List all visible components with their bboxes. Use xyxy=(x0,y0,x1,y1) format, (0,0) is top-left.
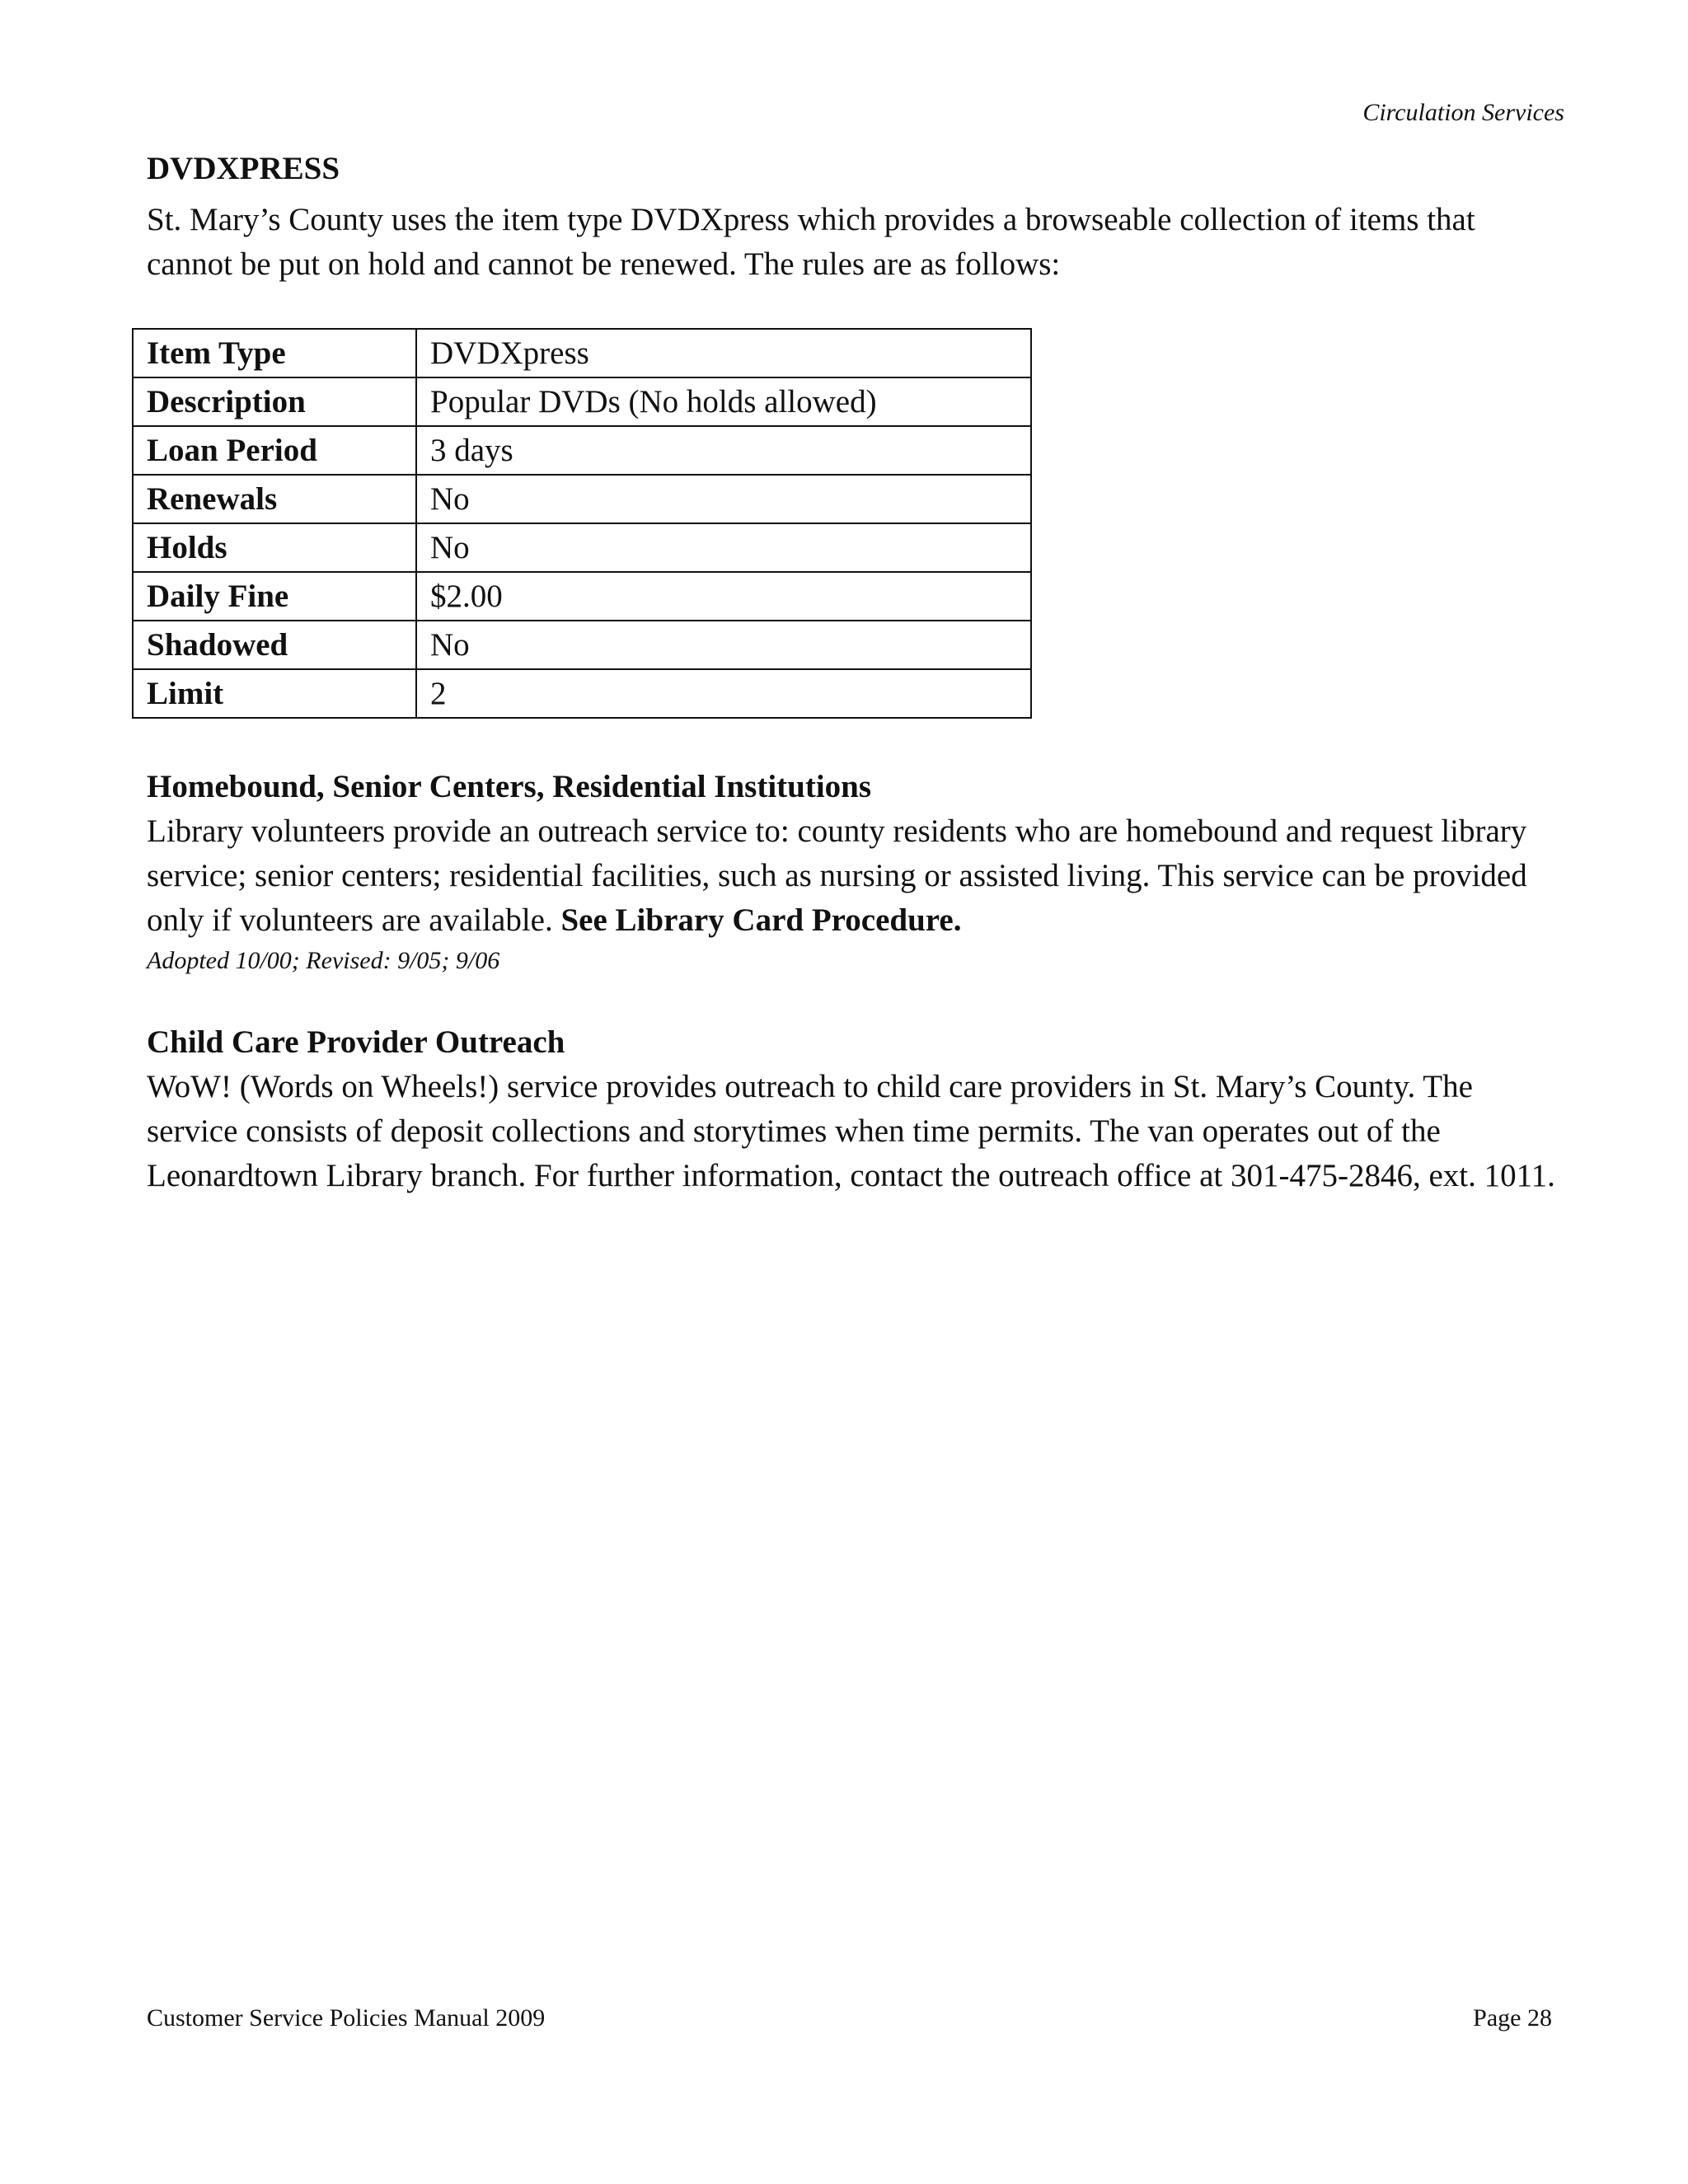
childcare-body: WoW! (Words on Wheels!) service provides outreach to child care providers in St. Mary’s County. The service consists of deposit collections and storytimes when time permits. The van operates out of the Leonardtown Library branch. For further information, contact the outreach office at 301-475-2846, ext. 1011. xyxy=(147,1069,1555,1193)
homebound-section xyxy=(147,765,1564,979)
rule-value: Popular DVDs (No holds allowed) xyxy=(416,377,1031,426)
childcare-heading: Child Care Provider Outreach xyxy=(147,1024,565,1060)
table-row xyxy=(133,669,1031,718)
rule-value: $2.00 xyxy=(416,572,1031,621)
running-header: Circulation Services xyxy=(1362,99,1564,126)
table-row xyxy=(133,329,1031,377)
rule-key: Holds xyxy=(133,523,416,572)
page-content xyxy=(147,147,1564,1198)
rule-value: No xyxy=(416,475,1031,523)
rule-key: Daily Fine xyxy=(133,572,416,621)
rule-key: Loan Period xyxy=(133,426,416,475)
dvdxpress-heading: DVDXPRESS xyxy=(147,151,340,186)
homebound-body xyxy=(147,809,1564,943)
homebound-body-text: Library volunteers provide an outreach service to: county residents who are homebound and request library service; senior centers; residential facilities, such as nursing or assisted living. This service can be provided only if volunteers are available. xyxy=(147,813,1527,938)
rule-value: No xyxy=(416,523,1031,572)
table-row xyxy=(133,377,1031,426)
rule-key: Limit xyxy=(133,669,416,718)
table-row xyxy=(133,572,1031,621)
table-row xyxy=(133,475,1031,523)
adoption-note: Adopted 10/00; Revised: 9/05; 9/06 xyxy=(147,947,500,974)
footer-page-number: Page 28 xyxy=(1473,2004,1552,2032)
dvdxpress-intro: St. Mary’s County uses the item type DVDXpress which provides a browseable collection of items that cannot be put on hold and cannot be renewed. The rules are as follows: xyxy=(147,202,1475,282)
childcare-section xyxy=(147,1020,1564,1198)
footer-manual-title: Customer Service Policies Manual 2009 xyxy=(147,2004,546,2032)
rule-value: 2 xyxy=(416,669,1031,718)
rule-value: No xyxy=(416,621,1031,669)
table-row xyxy=(133,426,1031,475)
table-row xyxy=(133,621,1031,669)
rule-key: Renewals xyxy=(133,475,416,523)
dvdxpress-rules-table xyxy=(132,328,1032,719)
rule-key: Shadowed xyxy=(133,621,416,669)
table-row xyxy=(133,523,1031,572)
library-card-procedure-reference: See Library Card Procedure. xyxy=(560,902,962,938)
rule-value: DVDXpress xyxy=(416,329,1031,377)
rule-value: 3 days xyxy=(416,426,1031,475)
rule-key: Item Type xyxy=(133,329,416,377)
homebound-heading: Homebound, Senior Centers, Residential Institutions xyxy=(147,769,872,804)
rule-key: Description xyxy=(133,377,416,426)
